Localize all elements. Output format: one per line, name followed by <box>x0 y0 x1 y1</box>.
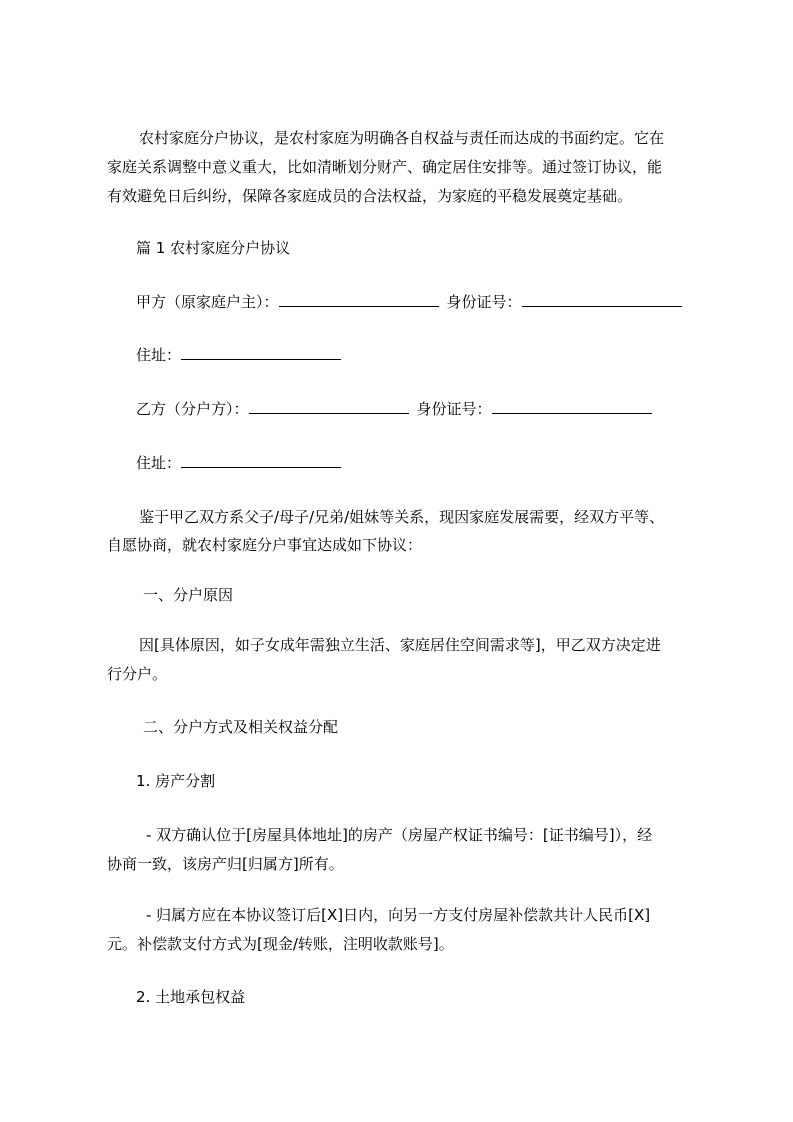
clause2-sub1-title: 1. 房产分割 <box>136 772 216 790</box>
intro-line-3: 有效避免日后纠纷，保障各家庭成员的合法权益，为家庭的平稳发展奠定基础。 <box>107 187 633 205</box>
party-b-id-blank[interactable] <box>492 399 652 414</box>
clause1-line-2: 行分户。 <box>107 665 168 683</box>
clause2-para1-line-2: 协商一致，该房产归[归属方]所有。 <box>107 855 344 873</box>
party-a-id-label: 身份证号： <box>446 293 522 311</box>
preamble-line-2: 自愿协商，就农村家庭分户事宜达成如下协议： <box>107 536 423 554</box>
party-b-address-row <box>136 451 349 475</box>
party-a-name-blank[interactable] <box>279 292 439 307</box>
clause1-line-1: 因[具体原因，如子女成年需独立生活、家庭居住空间需求等]，甲乙双方决定进 <box>139 636 661 654</box>
party-b-row <box>136 397 660 421</box>
clause2-para2-line-2: 元。补偿款支付方式为[现金/转账，注明收款账号]。 <box>107 935 454 953</box>
party-b-address-label: 住址： <box>136 454 182 472</box>
clause2-para2-line-1: - 归属方应在本协议签订后[X]日内，向另一方支付房屋补偿款共计人民币[X] <box>146 906 651 924</box>
intro-line-2: 家庭关系调整中意义重大，比如清晰划分财产、确定居住安排等。通过签订协议，能 <box>107 158 663 176</box>
party-a-id-blank[interactable] <box>522 292 682 307</box>
party-a-label: 甲方（原家庭户主）： <box>136 293 279 311</box>
clause1-title: 一、分户原因 <box>143 586 234 604</box>
intro-line-1: 农村家庭分户协议，是农村家庭为明确各自权益与责任而达成的书面约定。它在 <box>139 129 665 147</box>
party-a-address-blank[interactable] <box>181 345 341 360</box>
section-title: 篇 1 农村家庭分户协议 <box>136 239 291 257</box>
clause2-title: 二、分户方式及相关权益分配 <box>143 718 339 736</box>
party-a-address-row <box>136 343 349 367</box>
party-a-address-label: 住址： <box>136 346 182 364</box>
party-b-name-blank[interactable] <box>249 399 409 414</box>
party-b-label: 乙方（分户方）： <box>136 400 249 418</box>
clause2-sub2-title: 2. 土地承包权益 <box>136 988 246 1006</box>
party-b-id-label: 身份证号： <box>416 400 492 418</box>
clause2-para1-line-1: - 双方确认位于[房屋具体地址]的房产（房屋产权证书编号：[证书编号]），经 <box>146 826 653 844</box>
party-b-address-blank[interactable] <box>181 453 341 468</box>
party-a-row <box>136 290 690 314</box>
preamble-line-1: 鉴于甲乙双方系父子/母子/兄弟/姐妹等关系，现因家庭发展需要，经双方平等、 <box>139 508 665 526</box>
